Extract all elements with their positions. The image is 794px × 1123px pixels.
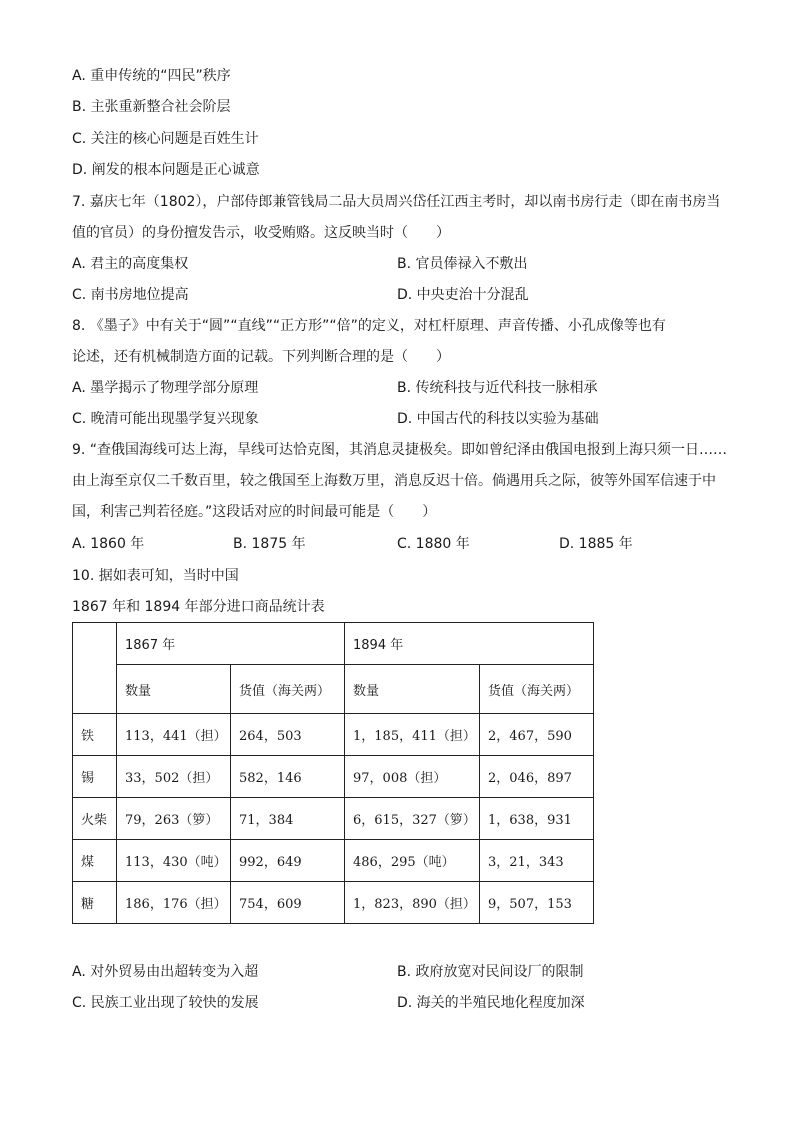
cell-value-1894: 1，638，931 bbox=[480, 798, 594, 840]
q10-option-a: A. 对外贸易由出超转变为入超 bbox=[72, 964, 259, 980]
cell-value-1894: 2，467，590 bbox=[480, 714, 594, 756]
q7-stem-line-2: 值的官员）的身份擅发告示，收受贿赂。这反映当时（ ） bbox=[72, 225, 450, 241]
q6-option-b: B. 主张重新整合社会阶层 bbox=[72, 99, 231, 115]
row-item: 锡 bbox=[73, 756, 117, 798]
header-qty-1894: 数量 bbox=[345, 665, 480, 714]
cell-qty-1867: 113，430（吨） bbox=[117, 840, 231, 882]
q6-option-c: C. 关注的核心问题是百姓生计 bbox=[72, 131, 259, 147]
table-row bbox=[73, 840, 594, 882]
row-item: 火柴 bbox=[73, 798, 117, 840]
header-value-1894: 货值（海关两） bbox=[480, 665, 594, 714]
q9-option-c: C. 1880 年 bbox=[397, 536, 470, 552]
cell-qty-1894: 6，615，327（箩） bbox=[345, 798, 480, 840]
q8-option-b: B. 传统科技与近代科技一脉相承 bbox=[397, 380, 598, 396]
import-stats-table bbox=[72, 622, 594, 924]
q7-option-a: A. 君主的高度集权 bbox=[72, 256, 189, 272]
q9-stem-line-1: 9. “查俄国海线可达上海，旱线可达恰克图，其消息灵捷极矣。即如曾纪泽由俄国电报到上海只须一日…… bbox=[72, 442, 728, 458]
q8-option-d: D. 中国古代的科技以实验为基础 bbox=[397, 411, 599, 427]
cell-value-1867: 71，384 bbox=[231, 798, 345, 840]
cell-value-1894: 9，507，153 bbox=[480, 882, 594, 924]
cell-value-1867: 264，503 bbox=[231, 714, 345, 756]
q9-option-d: D. 1885 年 bbox=[559, 536, 633, 552]
q7-option-b: B. 官员俸禄入不敷出 bbox=[397, 256, 528, 272]
table-row bbox=[73, 798, 594, 840]
cell-qty-1867: 79，263（箩） bbox=[117, 798, 231, 840]
table-row bbox=[73, 882, 594, 924]
table-row bbox=[73, 756, 594, 798]
header-year-1894: 1894 年 bbox=[345, 623, 594, 665]
row-item: 铁 bbox=[73, 714, 117, 756]
cell-value-1867: 582，146 bbox=[231, 756, 345, 798]
q8-stem-line-1: 8. 《墨子》中有关于“圆”“直线”“正方形”“倍”的定义，对杠杆原理、声音传播、小孔成像等也有 bbox=[72, 318, 666, 334]
cell-qty-1867: 186，176（担） bbox=[117, 882, 231, 924]
q10-option-b: B. 政府放宽对民间设厂的限制 bbox=[397, 964, 584, 980]
q9-stem-line-2: 由上海至京仅二千数百里，较之俄国至上海数万里，消息反迟十倍。倘遇用兵之际，彼等外国军信速于中 bbox=[72, 473, 716, 489]
q8-stem-line-2: 论述，还有机械制造方面的记载。下列判断合理的是（ ） bbox=[72, 349, 450, 365]
cell-value-1867: 992，649 bbox=[231, 840, 345, 882]
row-item: 糖 bbox=[73, 882, 117, 924]
cell-value-1867: 754，609 bbox=[231, 882, 345, 924]
q9-option-a: A. 1860 年 bbox=[72, 536, 145, 552]
q9-option-b: B. 1875 年 bbox=[233, 536, 306, 552]
cell-qty-1867: 33，502（担） bbox=[117, 756, 231, 798]
q8-option-a: A. 墨学揭示了物理学部分原理 bbox=[72, 380, 259, 396]
q7-option-c: C. 南书房地位提高 bbox=[72, 287, 189, 303]
header-qty-1867: 数量 bbox=[117, 665, 231, 714]
cell-qty-1894: 486，295（吨） bbox=[345, 840, 480, 882]
row-item: 煤 bbox=[73, 840, 117, 882]
cell-qty-1894: 1，823，890（担） bbox=[345, 882, 480, 924]
q7-stem-line-1: 7. 嘉庆七年（1802），户部侍郎兼管钱局二品大员周兴岱任江西主考时，却以南书房行走（即在南书房当 bbox=[72, 194, 721, 210]
cell-qty-1894: 97，008（担） bbox=[345, 756, 480, 798]
table-corner-cell bbox=[73, 623, 117, 714]
q10-option-c: C. 民族工业出现了较快的发展 bbox=[72, 995, 259, 1011]
q10-stem: 10. 据如表可知，当时中国 bbox=[72, 568, 239, 584]
q8-option-c: C. 晚清可能出现墨学复兴现象 bbox=[72, 411, 259, 427]
cell-value-1894: 2，046，897 bbox=[480, 756, 594, 798]
table-title: 1867 年和 1894 年部分进口商品统计表 bbox=[72, 599, 325, 615]
q10-option-d: D. 海关的半殖民地化程度加深 bbox=[397, 995, 585, 1011]
q6-option-a: A. 重申传统的“四民”秩序 bbox=[72, 68, 231, 84]
cell-value-1894: 3，21，343 bbox=[480, 840, 594, 882]
header-year-1867: 1867 年 bbox=[117, 623, 345, 665]
table-row bbox=[73, 714, 594, 756]
cell-qty-1867: 113，441（担） bbox=[117, 714, 231, 756]
q6-option-d: D. 阐发的根本问题是正心诚意 bbox=[72, 162, 260, 178]
q9-stem-line-3: 国，利害己判若径庭。”这段话对应的时间最可能是（ ） bbox=[72, 504, 437, 520]
cell-qty-1894: 1，185，411（担） bbox=[345, 714, 480, 756]
header-value-1867: 货值（海关两） bbox=[231, 665, 345, 714]
q7-option-d: D. 中央吏治十分混乱 bbox=[397, 287, 529, 303]
